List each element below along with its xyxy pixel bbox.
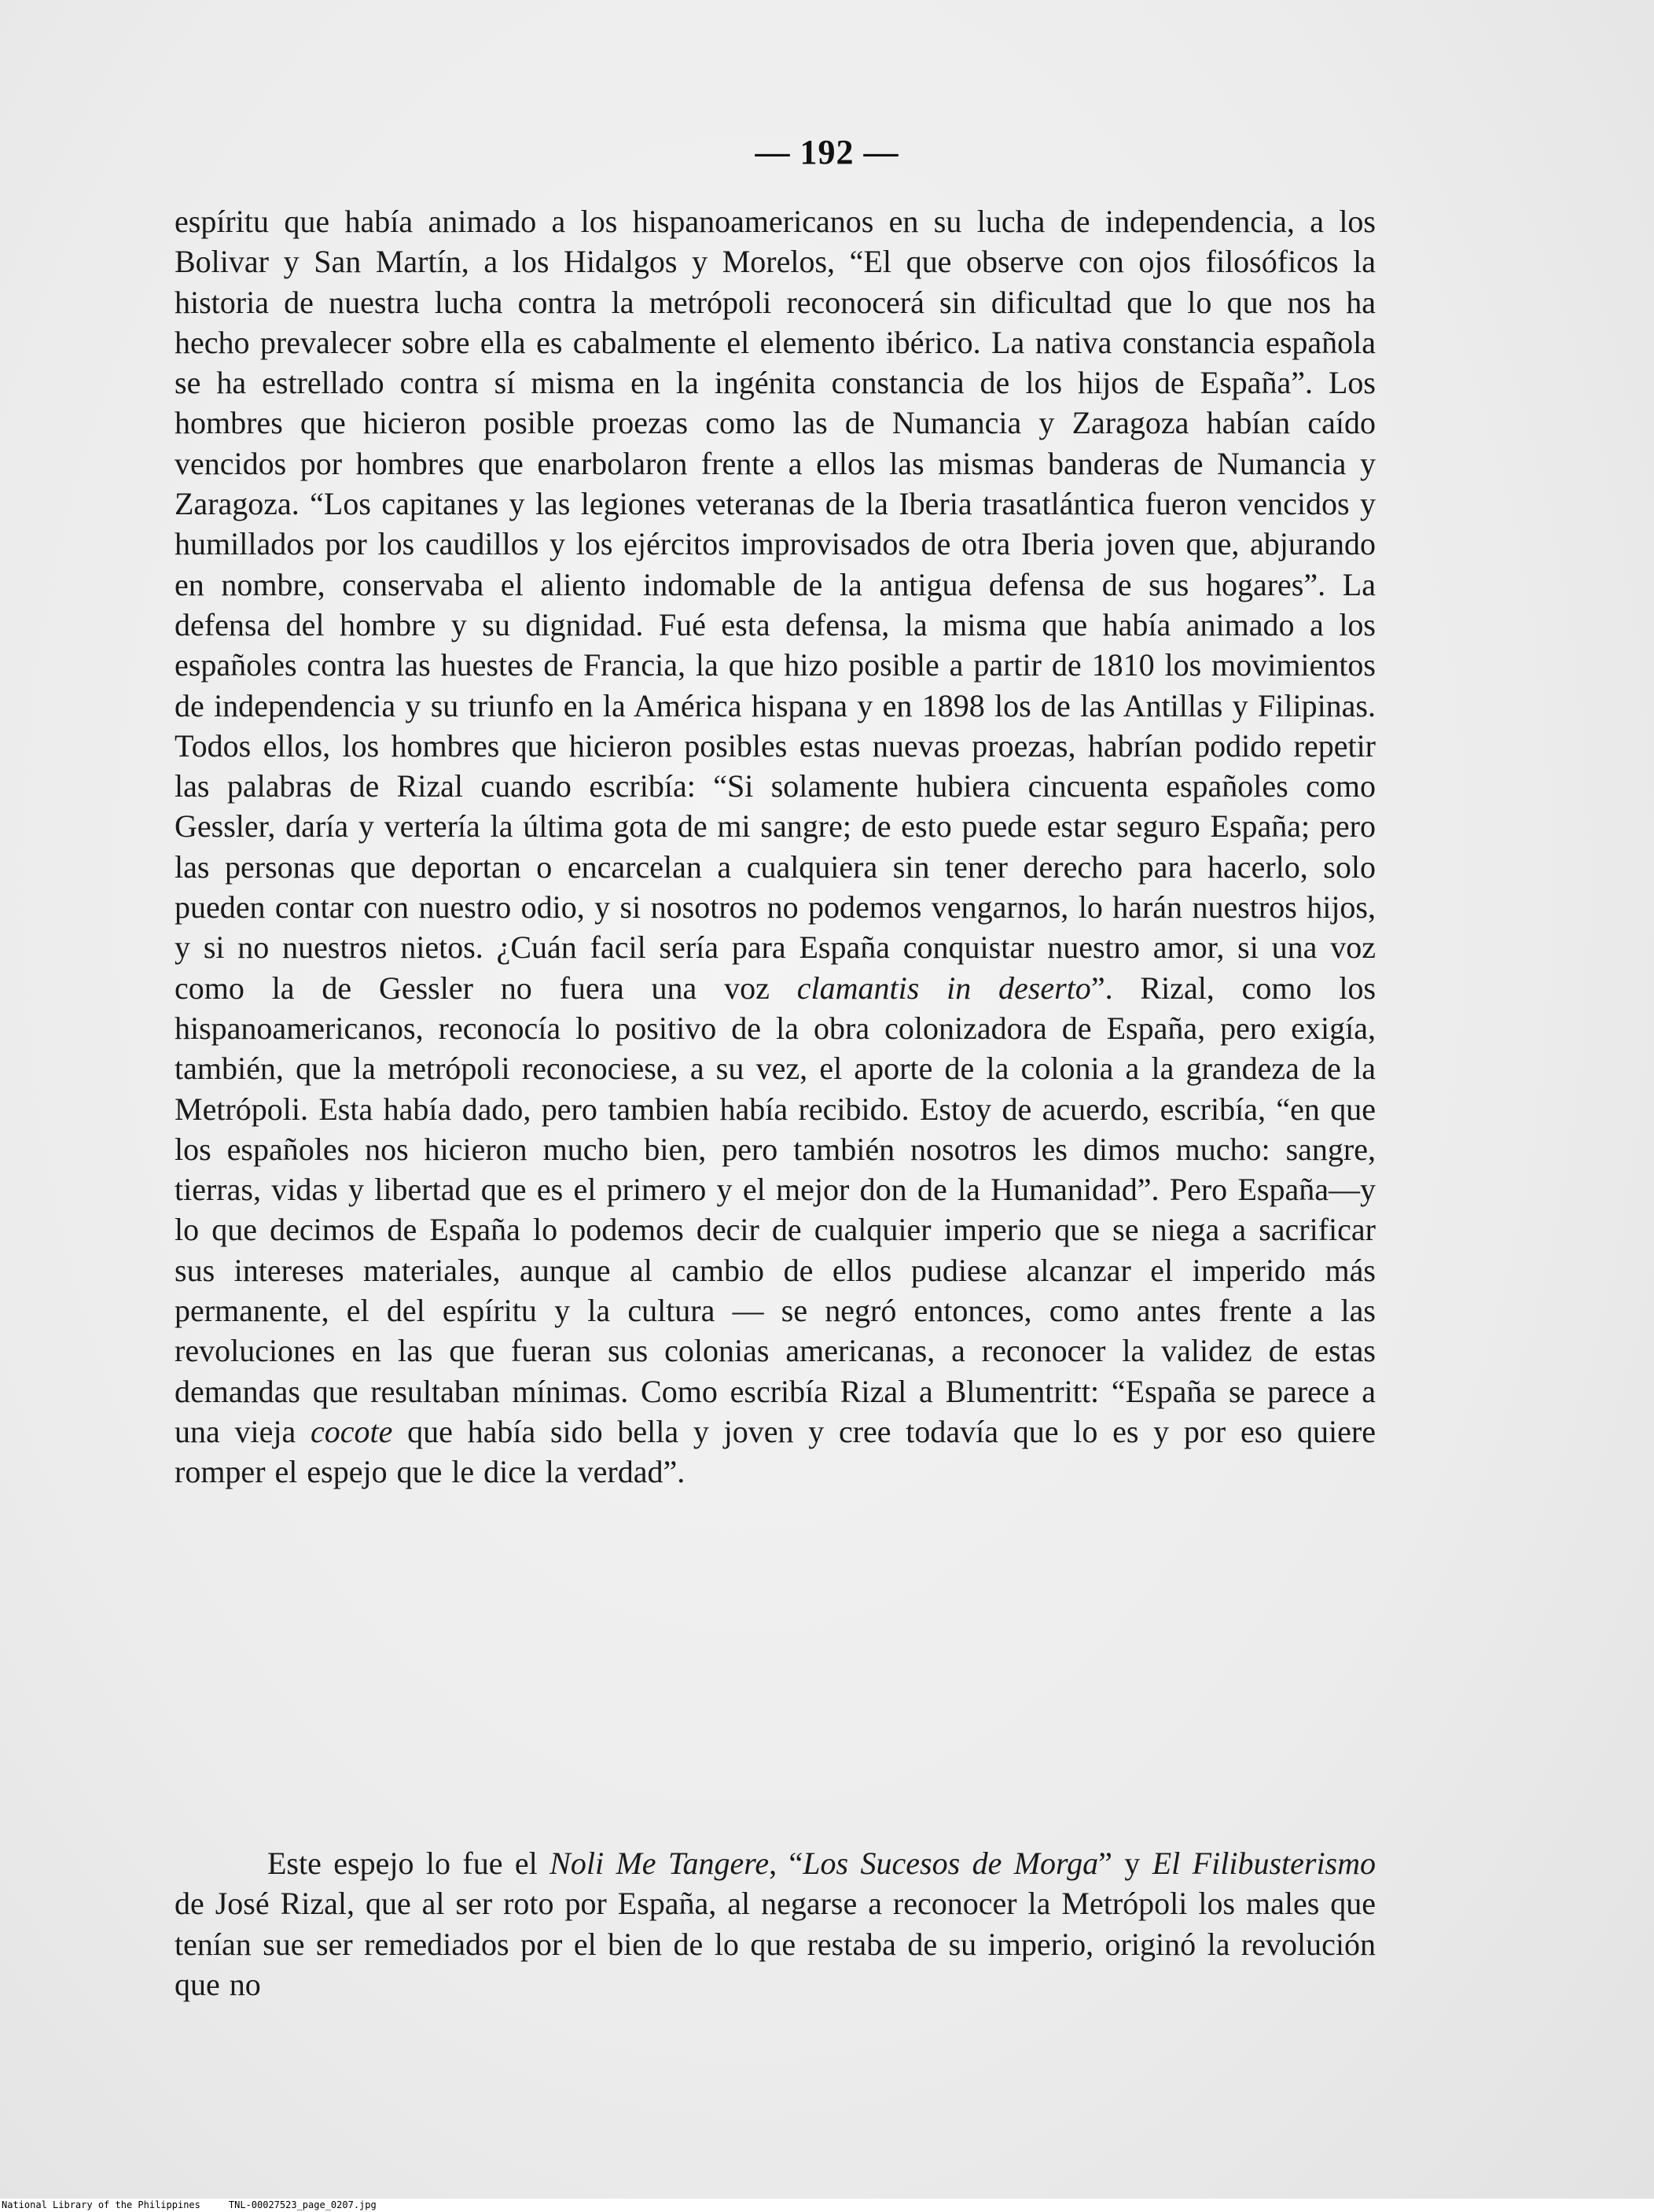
text-segment: que había sido bella y joven y cree todavía que lo es y por eso quiere romper el espejo que le dice la verdad”. <box>175 1413 1376 1490</box>
footer-filename: TNL-00027523_page_0207.jpg <box>228 2199 377 2210</box>
text-segment: de José Rizal, que al ser roto por España, al negarse a reconocer la Metrópoli los males que tenían sue ser remediados por el bien de lo que restaba de su imperio, originó la revolución que no <box>175 1886 1376 2002</box>
scan-footer <box>0 2199 1654 2212</box>
italic-segment: Los Sucesos de Morga <box>803 1846 1099 1881</box>
italic-segment: cocote <box>310 1413 393 1449</box>
italic-segment: Noli Me Tangere <box>549 1846 770 1881</box>
body-paragraph-2 <box>175 1843 1376 2004</box>
footer-source: National Library of the Philippines <box>2 2199 200 2210</box>
italic-segment: clamantis in deserto <box>796 970 1091 1006</box>
text-segment: espíritu que había animado a los hispanoamericanos en su lucha de independencia, a los Bolivar y San Martín, a los Hidalgos y Morelos, “El que observe con ojos filosóficos la historia de nuestra lucha contra la metrópoli reconocerá sin dificultad que lo que nos ha hecho prevalecer sobre ella es cabalmente el elemento ibérico. La nativa constancia española se ha estrellado contra sí misma en la ingénita constancia de los hijos de España”. Los hombres que hicieron posible proezas como las de Numancia y Zaragoza habían caído vencidos por hombres que enarbolaron frente a ellos las mismas banderas de Numancia y Zaragoza. “Los capitanes y las legiones veteranas de la Iberia trasatlántica fueron vencidos y humillados por los caudillos y los ejércitos improvisados de otra Iberia joven que, abjurando en nombre, conservaba el aliento indomable de la antigua defensa de sus hogares”. La defensa del hombre y su dignidad. Fué esta defensa, la misma que había animado a los españoles contra las huestes de Francia, la que hizo posible a partir de 1810 los movimientos de independencia y su triunfo en la América hispana y en 1898 los de las Antillas y Filipinas. Todos ellos, los hombres que hicieron posibles estas nuevas proezas, habrían podido repetir las palabras de Rizal cuando escribía: “Si solamente hubiera cincuenta españoles como Gessler, daría y vertería la última gota de mi sangre; de esto puede estar seguro España; pero las personas que deportan o encarcelan a cualquiera sin tener derecho para hacerlo, solo pueden contar con nuestro odio, y si nosotros no podemos vengarnos, lo harán nuestros hijos, y si no nuestros nietos. ¿Cuán facil sería para España conquistar nuestro amor, si una voz como la de Gessler no fuera una voz <box>175 204 1376 1006</box>
text-segment: , “ <box>769 1846 803 1881</box>
italic-segment: El Filibusterismo <box>1152 1846 1376 1881</box>
text-segment: Este espejo lo fue el <box>267 1846 550 1881</box>
page-number: — 192 — <box>755 133 899 171</box>
text-segment: ”. Rizal, como los hispanoamericanos, reconocía lo positivo de la obra colonizadora de España, pero exigía, también, que la metrópoli reconociese, a su vez, el aporte de la colonia a la grandeza de la Metrópoli. Esta había dado, pero tambien había recibido. Estoy de acuerdo, escribía, “en que los españoles nos hicieron mucho bien, pero también nosotros les dimos mucho: sangre, tierras, vidas y libertad que es el primero y el mejor don de la Humanidad”. Pero España—y lo que decimos de España lo podemos decir de cualquier imperio que se niega a sacrificar sus intereses materiales, aunque al cambio de ellos pudiese alcanzar el imperido más permanente, el del espíritu y la cultura — se negró entonces, como antes frente a las revoluciones en las que fueran sus colonias americanas, a reconocer la validez de estas demandas que resultaban mínimas. Como escribía Rizal a Blumentritt: “España se parece a una vieja <box>175 970 1376 1449</box>
body-paragraph-1 <box>175 201 1376 1492</box>
text-segment: ” y <box>1098 1846 1152 1881</box>
